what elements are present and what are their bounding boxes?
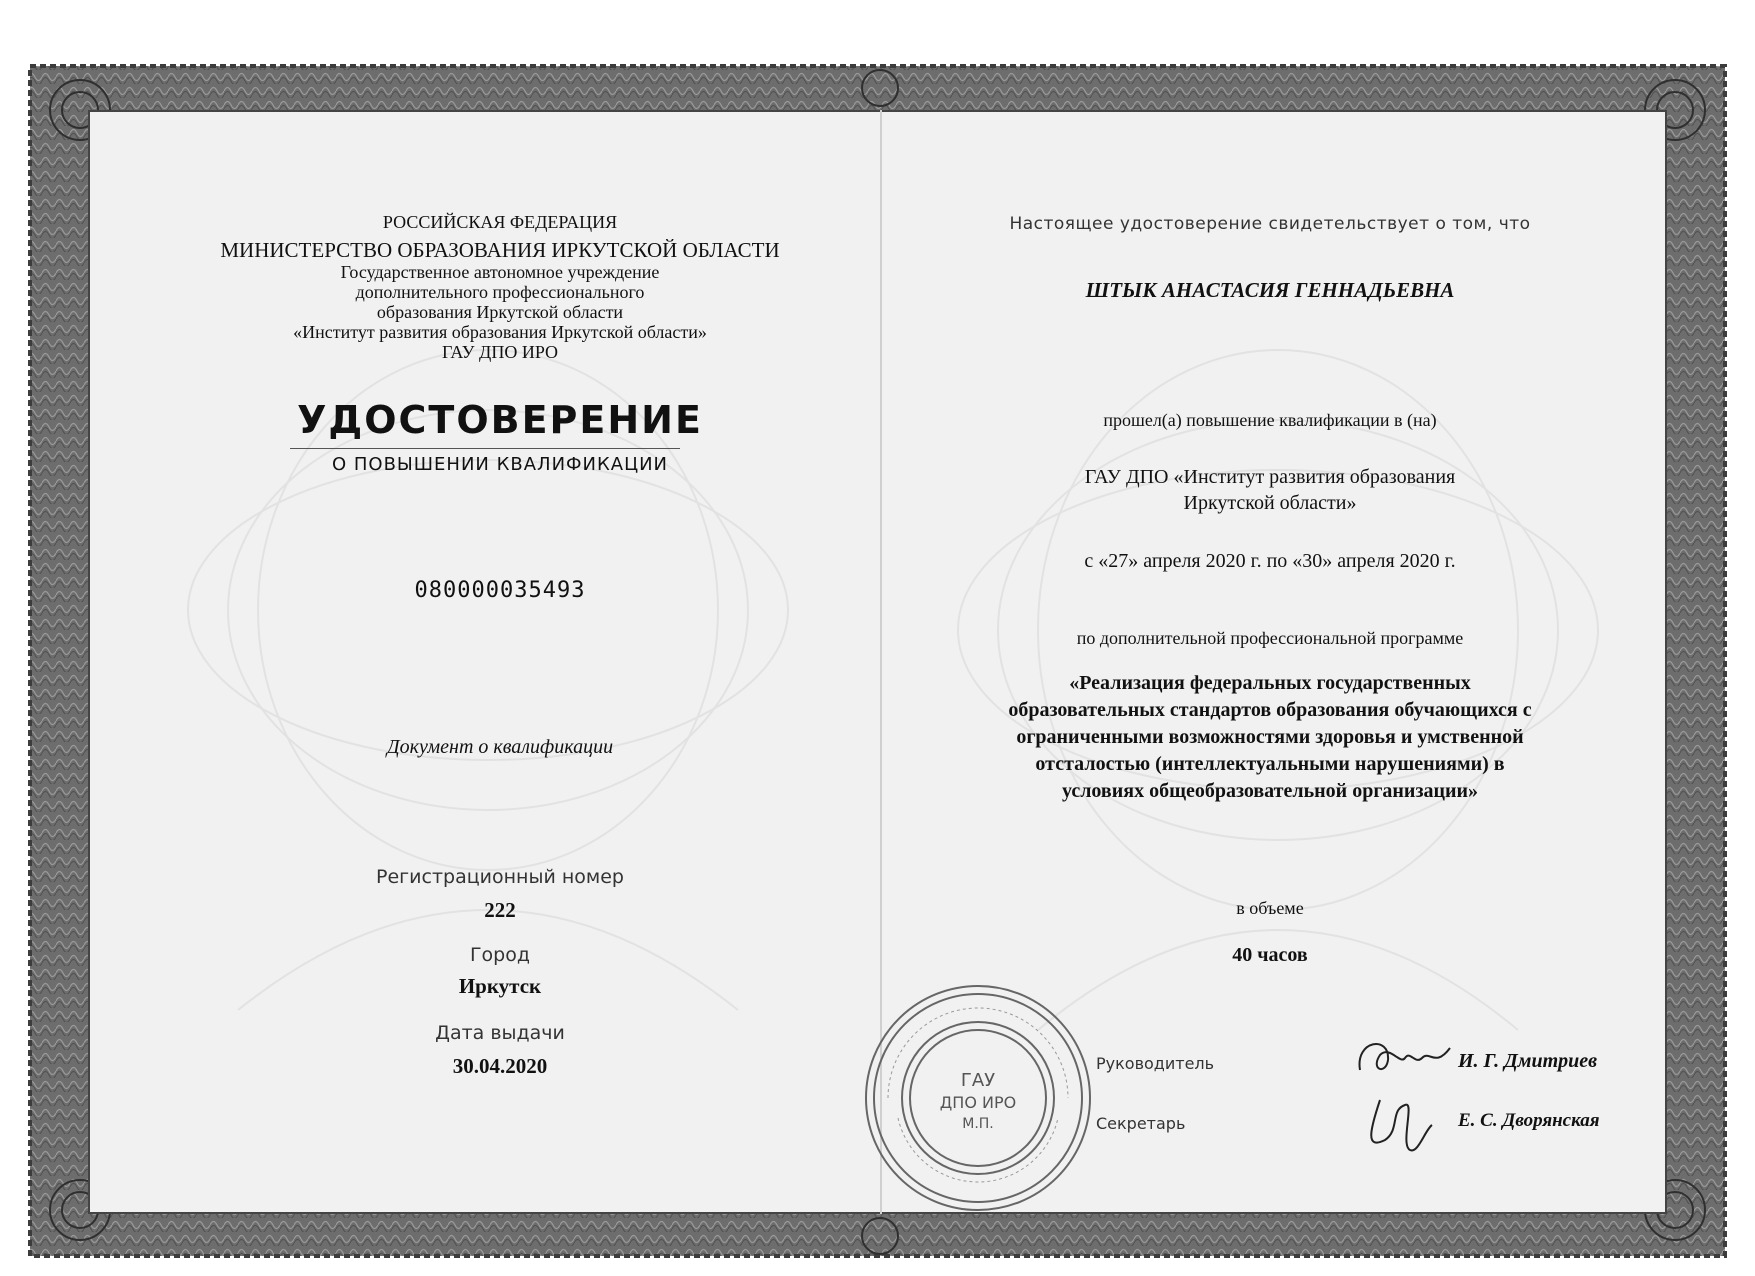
intro-text: Настоящее удостоверение свидетельствует о том, что bbox=[1009, 214, 1531, 234]
program-title bbox=[900, 670, 1640, 805]
institution-block bbox=[150, 262, 850, 362]
city-label: Город bbox=[469, 944, 531, 966]
institution-line: дополнительного профессионального bbox=[355, 282, 645, 302]
head-label: Руководитель bbox=[1096, 1054, 1215, 1073]
program-line: ограниченными возможностями здоровья и умственной bbox=[1016, 726, 1524, 748]
document-title: УДОСТОВЕРЕНИЕ bbox=[297, 398, 703, 442]
holder-name: ШТЫК АНАСТАСИЯ ГЕННАДЬЕВНА bbox=[1085, 278, 1455, 302]
volume-label: в объеме bbox=[1236, 898, 1304, 918]
secretary-signature bbox=[1360, 1090, 1440, 1160]
official-seal bbox=[858, 978, 1098, 1218]
serial-number: 080000035493 bbox=[414, 578, 586, 603]
organization-block bbox=[900, 464, 1640, 516]
program-label: по дополнительной профессиональной программе bbox=[1076, 628, 1464, 648]
organization-line: Иркутской области» bbox=[1183, 492, 1357, 514]
study-period: с «27» апреля 2020 г. по «30» апреля 2020 г. bbox=[1084, 550, 1456, 572]
country-header: РОССИЙСКАЯ ФЕДЕРАЦИЯ bbox=[382, 212, 618, 232]
document-type: Документ о квалификации bbox=[386, 736, 614, 758]
head-signature bbox=[1350, 1030, 1460, 1090]
city-value: Иркутск bbox=[458, 974, 542, 998]
head-name: И. Г. Дмитриев bbox=[1458, 1050, 1598, 1072]
registration-number: 222 bbox=[484, 898, 516, 922]
program-line: условиях общеобразовательной организации» bbox=[1061, 780, 1479, 802]
registration-label: Регистрационный номер bbox=[376, 866, 624, 888]
volume-value: 40 часов bbox=[1232, 944, 1308, 966]
passed-text: прошел(а) повышение квалификации в (на) bbox=[1103, 410, 1437, 430]
title-underline bbox=[290, 448, 680, 449]
institution-line: ГАУ ДПО ИРО bbox=[441, 342, 559, 362]
institution-line: образования Иркутской области bbox=[376, 302, 624, 322]
ministry-name: МИНИСТЕРСТВО ОБРАЗОВАНИЯ ИРКУТСКОЙ ОБЛАСТИ bbox=[220, 238, 780, 262]
issue-date: 30.04.2020 bbox=[452, 1054, 548, 1078]
seal-line: ГАУ bbox=[960, 1070, 996, 1091]
program-line: отсталостью (интеллектуальными нарушениями) в bbox=[1035, 753, 1505, 775]
secretary-name: Е. С. Дворянская bbox=[1458, 1110, 1600, 1131]
institution-line: «Институт развития образования Иркутской области» bbox=[293, 322, 707, 342]
institution-line: Государственное автономное учреждение bbox=[340, 262, 660, 282]
seal-line: М.П. bbox=[962, 1116, 994, 1132]
secretary-label: Секретарь bbox=[1096, 1114, 1186, 1133]
seal-line: ДПО ИРО bbox=[939, 1093, 1017, 1112]
issue-date-label: Дата выдачи bbox=[435, 1022, 565, 1044]
program-line: «Реализация федеральных государственных bbox=[1069, 672, 1471, 694]
organization-line: ГАУ ДПО «Институт развития образования bbox=[1084, 466, 1456, 488]
program-line: образовательных стандартов образования обучающихся с bbox=[1008, 699, 1532, 721]
document-subtitle: О ПОВЫШЕНИИ КВАЛИФИКАЦИИ bbox=[331, 454, 669, 475]
